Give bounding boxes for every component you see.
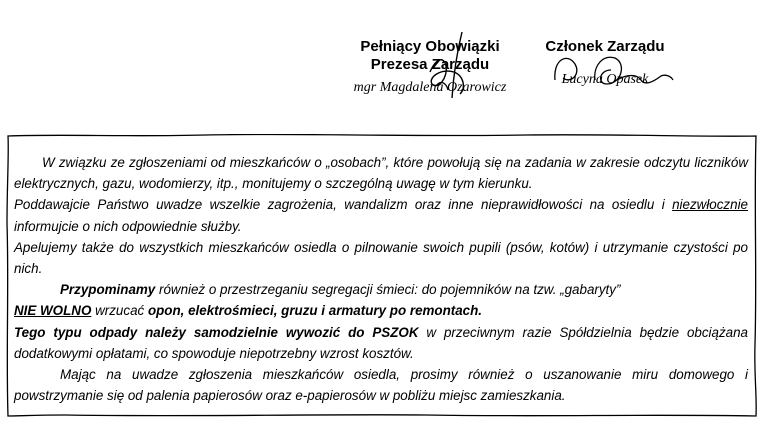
paragraph-segregation: Przypominamy również o przestrzeganiu segregacji śmieci: do pojemników na tzw. „gabaryty”: [60, 282, 621, 298]
president-title-line1: Pełniący Obowiązki: [360, 38, 500, 55]
prohibited-items: opon, elektrośmieci, gruzu i armatury po remontach.: [147, 303, 483, 319]
president-title-line2: Prezesa Zarządu: [370, 56, 490, 73]
paragraph-pszok: Tego typu odpady należy samodzielnie wywozić do PSZOK w przeciwnym razie Spółdzielnia będzie obciążana dodatkowymi opłatami, co spowoduje niepotrzebny wzrost kosztów.: [14, 324, 748, 361]
board-member-name: Lucyna Opasek: [561, 72, 649, 87]
paragraph-vandalism: Poddawajcie Państwo uwadze wszelkie zagrożenia, wandalizm oraz inne nieprawidłowości na osiedlu i niezwłocznie informujcie o nich odpowiednie służby.: [14, 197, 748, 234]
paragraph-prohibited: NIE WOLNO wrzucać opon, elektrośmieci, gruzu i armatury po remontach.: [14, 303, 483, 319]
not-allowed-bold: NIE WOLNO: [14, 303, 92, 319]
paragraph-smoking: Mając na uwadze zgłoszenia mieszkańców osiedla, prosimy również o uszanowanie miru domowego i powstrzymanie się od palenia papierosów oraz e-papierosów w pobliżu miejsc zamieszkania.: [14, 367, 748, 404]
president-name: mgr Magdalena Ozarowicz: [353, 80, 507, 95]
notice-box: [6, 134, 758, 418]
notice-text: [14, 152, 748, 406]
remind-bold: Przypominamy: [60, 282, 156, 298]
board-member-title: Członek Zarządu: [545, 38, 665, 55]
signature-block-board-member: [520, 38, 690, 88]
underlined-immediately: niezwłocznie: [672, 197, 748, 213]
signature-block-president: [330, 38, 530, 96]
paragraph-pets: Apelujemy także do wszystkich mieszkańców osiedla o pilnowanie swoich pupili (psów, kotów) i utrzymanie czystości po nich.: [14, 239, 748, 277]
paragraph-meter-readers: W związku ze zgłoszeniami od mieszkańców o „osobach”, które powołują się na zadania w zakresie odczytu liczników elektrycznych, gazu, wodomierzy, itp., monitujemy o szczególną uwagę w tym kierunku.: [14, 155, 748, 192]
pszok-bold: Tego typu odpady należy samodzielnie wywozić do PSZOK: [14, 324, 419, 340]
